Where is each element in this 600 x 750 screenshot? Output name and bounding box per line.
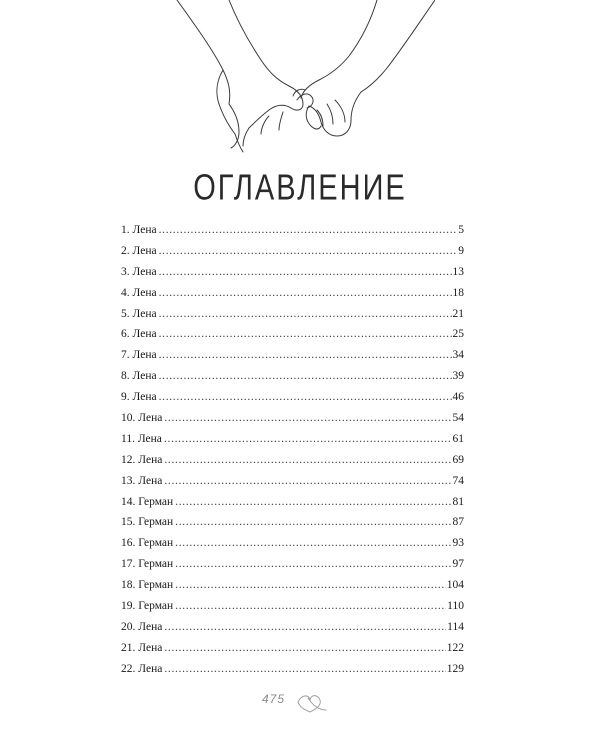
toc-entry-page: 21	[452, 307, 464, 320]
toc-entry-page: 87	[452, 516, 464, 529]
toc-entry-label: 3. Лена	[121, 265, 157, 278]
toc-entry-label: 12. Лена	[121, 453, 163, 466]
toc-entry-page: 9	[458, 244, 464, 257]
toc-entry[interactable]	[121, 241, 464, 262]
toc-entry[interactable]	[121, 429, 464, 450]
toc-entry-label: 13. Лена	[121, 474, 163, 487]
toc-entry-page: 93	[452, 537, 464, 550]
dot-leader	[164, 638, 445, 659]
dot-leader	[175, 596, 446, 617]
toc-entry-label: 5. Лена	[121, 307, 157, 320]
toc-entry-label: 2. Лена	[121, 244, 157, 257]
dot-leader	[175, 554, 451, 575]
toc-entry[interactable]	[121, 408, 464, 429]
dot-leader	[175, 575, 446, 596]
dot-leader	[164, 408, 451, 429]
dot-leader	[159, 324, 452, 345]
toc-entry-page: 61	[452, 432, 464, 445]
toc-entry[interactable]	[121, 387, 464, 408]
toc-entry-label: 10. Лена	[121, 412, 163, 425]
toc-entry[interactable]	[121, 596, 464, 617]
dot-leader	[159, 366, 452, 387]
dot-leader	[164, 471, 451, 492]
toc-entry-page: 5	[458, 224, 464, 236]
dot-leader	[159, 345, 452, 366]
toc-entry[interactable]	[121, 533, 464, 554]
dot-leader	[159, 262, 452, 283]
toc-entry-label: 18. Герман	[121, 579, 174, 592]
toc-entry-page: 34	[452, 349, 464, 362]
dot-leader	[159, 241, 458, 262]
toc-entry[interactable]	[121, 471, 464, 492]
dot-leader	[175, 492, 451, 513]
toc-entry-label: 19. Герман	[121, 600, 174, 613]
toc-entry[interactable]	[121, 304, 464, 325]
toc-entry-label: 15. Герман	[121, 516, 174, 529]
toc-entry-label: 1. Лена	[121, 224, 157, 236]
toc-entry-label: 17. Герман	[121, 558, 174, 571]
linked-pinkies-illustration	[165, 0, 435, 165]
toc-entry[interactable]	[121, 324, 464, 345]
toc-entry-label: 16. Герман	[121, 537, 174, 550]
toc-entry-page: 97	[452, 558, 464, 571]
toc-entry-page: 81	[452, 495, 464, 508]
toc-entry[interactable]	[121, 345, 464, 366]
toc-entry-page: 110	[447, 600, 464, 613]
toc-entry[interactable]	[121, 262, 464, 283]
toc-entry-page: 54	[452, 412, 464, 425]
page-footer	[0, 688, 600, 718]
toc-entry[interactable]	[121, 450, 464, 471]
toc-entry-page: 104	[446, 579, 464, 592]
toc-entry-label: 14. Герман	[121, 495, 174, 508]
toc-entry-label: 21. Лена	[121, 641, 163, 654]
toc-entry-page: 74	[452, 474, 464, 487]
page-title: ОГЛАВЛЕНИЕ	[193, 168, 407, 208]
toc-entry-page: 18	[452, 286, 464, 299]
toc-entry-label: 4. Лена	[121, 286, 157, 299]
dot-leader	[164, 450, 451, 471]
toc-entry-page: 129	[446, 662, 464, 675]
toc-entry-page: 114	[447, 620, 464, 633]
toc-entry-label: 7. Лена	[121, 349, 157, 362]
toc-entry[interactable]	[121, 638, 464, 659]
toc-entry-label: 6. Лена	[121, 328, 157, 341]
dot-leader	[164, 659, 445, 680]
toc-entry-page: 122	[446, 641, 464, 654]
dot-leader	[175, 533, 451, 554]
toc-entry[interactable]	[121, 575, 464, 596]
toc-entry[interactable]	[121, 659, 464, 680]
toc-entry-page: 46	[452, 391, 464, 404]
toc-entry[interactable]	[121, 366, 464, 387]
page-number: 475	[262, 692, 286, 706]
dot-leader	[159, 304, 452, 325]
toc-entry[interactable]	[121, 512, 464, 533]
table-of-contents	[121, 220, 464, 680]
dot-leader	[164, 429, 452, 450]
toc-entry[interactable]	[121, 554, 464, 575]
toc-entry-page: 25	[452, 328, 464, 341]
toc-entry-page: 13	[452, 265, 464, 278]
dot-leader	[175, 512, 451, 533]
toc-entry-page: 69	[452, 453, 464, 466]
toc-entry-page: 39	[452, 370, 464, 383]
dot-leader	[159, 283, 452, 304]
heart-icon	[292, 690, 332, 714]
toc-entry[interactable]	[121, 220, 464, 241]
toc-entry[interactable]	[121, 283, 464, 304]
dot-leader	[159, 387, 452, 408]
toc-entry-label: 9. Лена	[121, 391, 157, 404]
toc-entry[interactable]	[121, 617, 464, 638]
toc-entry-label: 22. Лена	[121, 662, 163, 675]
toc-entry-label: 11. Лена	[121, 432, 162, 445]
toc-entry-label: 8. Лена	[121, 370, 157, 383]
toc-entry-label: 20. Лена	[121, 620, 163, 633]
dot-leader	[159, 220, 458, 241]
toc-entry[interactable]	[121, 492, 464, 513]
dot-leader	[164, 617, 446, 638]
